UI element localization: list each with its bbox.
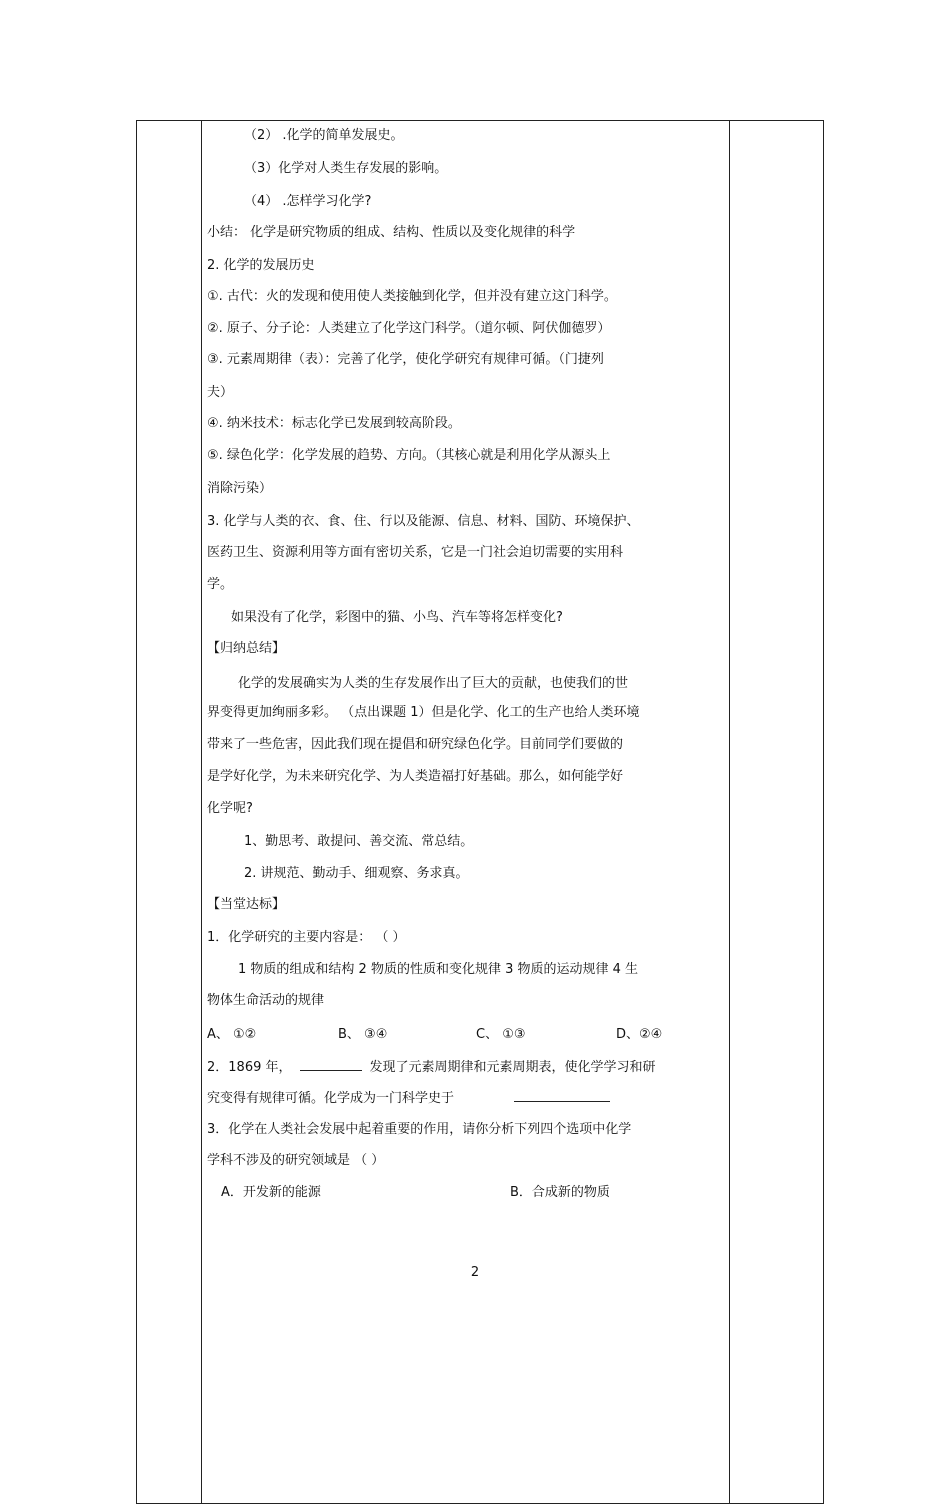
section-heading: 【当堂达标】 xyxy=(207,897,286,912)
text-line: 学。 xyxy=(207,577,234,592)
text-line: （4） .怎样学习化学? xyxy=(244,194,372,209)
question-2-lead: 2．1869 年， xyxy=(207,1060,292,1075)
answer-blank[interactable] xyxy=(514,1089,610,1102)
option-b: B、 ③④ xyxy=(338,1027,388,1042)
text-line: 小结： 化学是研究物质的组成、结构、性质以及变化规律的科学 xyxy=(207,225,576,240)
text-line: ①. 古代：火的发现和使用使人类接触到化学，但并没有建立这门科学。 xyxy=(207,289,617,304)
text-line: 物体生命活动的规律 xyxy=(207,993,325,1008)
question-2-cont-text: 究变得有规律可循。化学成为一门科学史于 xyxy=(207,1091,455,1106)
text-line: 带来了一些危害，因此我们现在提倡和研究绿色化学。目前同学们要做的 xyxy=(207,737,624,752)
text-line: 如果没有了化学，彩图中的猫、小鸟、汽车等将怎样变化? xyxy=(231,610,563,625)
section-heading: 2. 化学的发展历史 xyxy=(207,258,315,273)
text-line: 消除污染） xyxy=(207,481,273,496)
question-2-text: 发现了元素周期律和元素周期表，使化学学习和研 xyxy=(369,1060,656,1075)
option-b: B．合成新的物质 xyxy=(510,1185,610,1200)
text-line: ③. 元素周期律（表）：完善了化学，使化学研究有规律可循。（门捷列 xyxy=(207,352,604,367)
text-line: 夫） xyxy=(207,385,234,400)
text-line: 是学好化学，为未来研究化学、为人类造福打好基础。那么，如何能学好 xyxy=(207,769,624,784)
option-c: C、 ①③ xyxy=(476,1027,526,1042)
option-a: A、 ①② xyxy=(207,1027,257,1042)
text-line: 医药卫生、资源利用等方面有密切关系，它是一门社会迫切需要的实用科 xyxy=(207,545,624,560)
page-number: 2 xyxy=(470,1265,480,1280)
text-line: 1 物质的组成和结构 2 物质的性质和变化规律 3 物质的运动规律 4 生 xyxy=(238,962,639,977)
column-divider-right xyxy=(729,121,730,1503)
question-2 xyxy=(207,1058,656,1076)
text-line: 化学呢? xyxy=(207,801,253,816)
text-line: 3. 化学与人类的衣、食、住、行以及能源、信息、材料、国防、环境保护、 xyxy=(207,514,640,529)
text-line: ④. 纳米技术：标志化学已发展到较高阶段。 xyxy=(207,416,461,431)
text-line: （2） .化学的简单发展史。 xyxy=(244,128,404,143)
text-line: 1、勤思考、敢提问、善交流、常总结。 xyxy=(244,834,474,849)
option-d: D、②④ xyxy=(616,1027,663,1042)
text-line: 学科不涉及的研究领域是 （ ） xyxy=(207,1153,385,1168)
text-line: 化学的发展确实为人类的生存发展作出了巨大的贡献，也使我们的世 xyxy=(238,676,629,691)
text-line: 界变得更加绚丽多彩。 （点出课题 1）但是化学、化工的生产也给人类环境 xyxy=(207,705,640,720)
question-1: 1．化学研究的主要内容是： （ ） xyxy=(207,930,406,945)
text-line: （3）化学对人类生存发展的影响。 xyxy=(244,161,448,176)
option-a: A．开发新的能源 xyxy=(221,1185,321,1200)
question-3: 3．化学在人类社会发展中起着重要的作用，请你分析下列四个选项中化学 xyxy=(207,1122,632,1137)
answer-blank[interactable] xyxy=(300,1058,362,1071)
section-heading: 【归纳总结】 xyxy=(207,641,286,656)
text-line: ②. 原子、分子论：人类建立了化学这门科学。（道尔顿、阿伏伽德罗） xyxy=(207,321,611,336)
column-divider-left xyxy=(201,121,202,1503)
question-2-cont xyxy=(207,1089,610,1107)
text-line: ⑤. 绿色化学：化学发展的趋势、方向。（其核心就是利用化学从源头上 xyxy=(207,448,611,463)
text-line: 2. 讲规范、勤动手、细观察、务求真。 xyxy=(244,866,469,881)
